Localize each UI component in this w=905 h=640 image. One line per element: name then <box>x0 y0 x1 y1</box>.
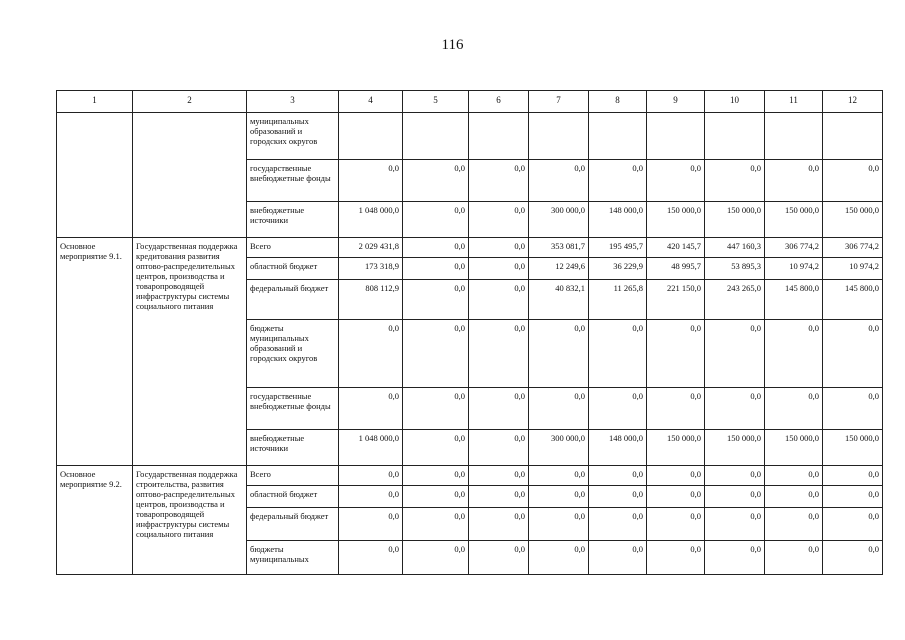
header-cell: 6 <box>469 91 529 113</box>
value-cell: 0,0 <box>469 258 529 280</box>
value-cell: 0,0 <box>469 238 529 258</box>
value-cell <box>339 113 403 160</box>
value-cell: 0,0 <box>823 541 883 575</box>
value-cell: 306 774,2 <box>765 238 823 258</box>
funding-source-cell: муниципальных образований и городских округов <box>247 113 339 160</box>
value-cell: 145 800,0 <box>823 280 883 320</box>
funding-source-cell: областной бюджет <box>247 486 339 508</box>
page-number: 116 <box>441 37 464 53</box>
header-cell: 2 <box>133 91 247 113</box>
value-cell <box>529 113 589 160</box>
value-cell: 0,0 <box>403 430 469 466</box>
value-cell: 0,0 <box>403 258 469 280</box>
value-cell: 0,0 <box>823 160 883 202</box>
value-cell: 0,0 <box>529 160 589 202</box>
funding-source-cell: внебюджетные источники <box>247 430 339 466</box>
value-cell: 0,0 <box>339 466 403 486</box>
value-cell <box>403 113 469 160</box>
value-cell: 353 081,7 <box>529 238 589 258</box>
value-cell: 0,0 <box>469 541 529 575</box>
value-cell: 0,0 <box>647 160 705 202</box>
value-cell: 0,0 <box>403 486 469 508</box>
value-cell: 0,0 <box>647 486 705 508</box>
value-cell: 0,0 <box>403 541 469 575</box>
value-cell <box>469 113 529 160</box>
value-cell <box>647 113 705 160</box>
value-cell: 0,0 <box>823 320 883 388</box>
event-name-cell: Государственная поддержка строительства, развития оптово-распределительных центров, производства и товаропроводящей инфраструктуры системы социального питания <box>133 466 247 575</box>
value-cell: 0,0 <box>765 160 823 202</box>
funding-source-cell: внебюджетные источники <box>247 202 339 238</box>
value-cell: 150 000,0 <box>647 430 705 466</box>
value-cell: 0,0 <box>589 466 647 486</box>
funding-source-cell: федеральный бюджет <box>247 508 339 541</box>
value-cell: 0,0 <box>403 238 469 258</box>
value-cell: 0,0 <box>403 160 469 202</box>
value-cell: 0,0 <box>765 388 823 430</box>
funding-source-cell: бюджеты муниципальных <box>247 541 339 575</box>
value-cell: 0,0 <box>589 541 647 575</box>
header-cell: 11 <box>765 91 823 113</box>
value-cell <box>589 113 647 160</box>
value-cell: 0,0 <box>647 320 705 388</box>
value-cell: 0,0 <box>823 466 883 486</box>
header-cell: 10 <box>705 91 765 113</box>
value-cell: 0,0 <box>589 160 647 202</box>
value-cell: 0,0 <box>529 388 589 430</box>
funding-source-cell: федеральный бюджет <box>247 280 339 320</box>
value-cell: 0,0 <box>705 388 765 430</box>
value-cell: 0,0 <box>529 508 589 541</box>
value-cell: 148 000,0 <box>589 202 647 238</box>
value-cell: 0,0 <box>823 388 883 430</box>
value-cell: 0,0 <box>469 280 529 320</box>
event-cell: Основное мероприятие 9.1. <box>57 238 133 466</box>
value-cell: 0,0 <box>469 388 529 430</box>
value-cell: 0,0 <box>339 160 403 202</box>
table-row <box>57 238 883 258</box>
value-cell: 0,0 <box>339 508 403 541</box>
value-cell: 0,0 <box>403 466 469 486</box>
funding-source-cell: бюджеты муниципальных образований и городских округов <box>247 320 339 388</box>
value-cell: 40 832,1 <box>529 280 589 320</box>
value-cell: 145 800,0 <box>765 280 823 320</box>
value-cell: 0,0 <box>469 160 529 202</box>
value-cell: 10 974,2 <box>765 258 823 280</box>
value-cell: 0,0 <box>589 388 647 430</box>
funding-source-cell: Всего <box>247 238 339 258</box>
value-cell: 48 995,7 <box>647 258 705 280</box>
value-cell: 0,0 <box>403 280 469 320</box>
value-cell: 36 229,9 <box>589 258 647 280</box>
header-cell: 12 <box>823 91 883 113</box>
value-cell: 808 112,9 <box>339 280 403 320</box>
value-cell: 0,0 <box>469 508 529 541</box>
header-cell: 3 <box>247 91 339 113</box>
value-cell: 0,0 <box>469 430 529 466</box>
value-cell: 0,0 <box>339 541 403 575</box>
value-cell: 1 048 000,0 <box>339 430 403 466</box>
value-cell <box>765 113 823 160</box>
value-cell: 447 160,3 <box>705 238 765 258</box>
value-cell: 0,0 <box>765 486 823 508</box>
value-cell: 150 000,0 <box>823 430 883 466</box>
value-cell <box>823 113 883 160</box>
value-cell: 306 774,2 <box>823 238 883 258</box>
value-cell: 420 145,7 <box>647 238 705 258</box>
value-cell: 0,0 <box>529 320 589 388</box>
value-cell: 0,0 <box>403 388 469 430</box>
value-cell: 0,0 <box>403 320 469 388</box>
table-body <box>57 91 883 575</box>
value-cell: 0,0 <box>647 541 705 575</box>
value-cell <box>705 113 765 160</box>
value-cell: 0,0 <box>529 486 589 508</box>
value-cell: 2 029 431,8 <box>339 238 403 258</box>
header-cell: 5 <box>403 91 469 113</box>
value-cell: 173 318,9 <box>339 258 403 280</box>
event-name-cell <box>133 113 247 238</box>
value-cell: 0,0 <box>705 541 765 575</box>
value-cell: 0,0 <box>647 508 705 541</box>
value-cell: 0,0 <box>469 466 529 486</box>
header-cell: 8 <box>589 91 647 113</box>
header-row <box>57 91 883 113</box>
value-cell: 243 265,0 <box>705 280 765 320</box>
event-cell: Основное мероприятие 9.2. <box>57 466 133 575</box>
header-cell: 1 <box>57 91 133 113</box>
value-cell: 0,0 <box>765 508 823 541</box>
header-cell: 4 <box>339 91 403 113</box>
value-cell: 0,0 <box>765 541 823 575</box>
value-cell: 195 495,7 <box>589 238 647 258</box>
value-cell: 12 249,6 <box>529 258 589 280</box>
value-cell: 0,0 <box>647 388 705 430</box>
value-cell: 221 150,0 <box>647 280 705 320</box>
header-cell: 7 <box>529 91 589 113</box>
value-cell: 150 000,0 <box>705 430 765 466</box>
value-cell: 150 000,0 <box>705 202 765 238</box>
value-cell: 150 000,0 <box>823 202 883 238</box>
value-cell: 0,0 <box>589 508 647 541</box>
funding-source-cell: государственные внебюджетные фонды <box>247 388 339 430</box>
value-cell: 0,0 <box>823 486 883 508</box>
value-cell: 0,0 <box>705 160 765 202</box>
funding-source-cell: областной бюджет <box>247 258 339 280</box>
value-cell: 11 265,8 <box>589 280 647 320</box>
value-cell: 300 000,0 <box>529 430 589 466</box>
value-cell: 1 048 000,0 <box>339 202 403 238</box>
value-cell: 0,0 <box>705 320 765 388</box>
value-cell: 0,0 <box>339 320 403 388</box>
value-cell: 0,0 <box>469 320 529 388</box>
value-cell: 0,0 <box>403 508 469 541</box>
event-cell <box>57 113 133 238</box>
budget-table <box>56 90 883 575</box>
value-cell: 0,0 <box>705 486 765 508</box>
value-cell: 300 000,0 <box>529 202 589 238</box>
value-cell: 0,0 <box>647 466 705 486</box>
value-cell: 0,0 <box>469 486 529 508</box>
value-cell: 150 000,0 <box>765 202 823 238</box>
value-cell: 0,0 <box>823 508 883 541</box>
value-cell: 0,0 <box>339 388 403 430</box>
event-name-cell: Государственная поддержка кредитования развития оптово-распределительных центров, производства и товаропроводящей инфраструктуры системы социального питания <box>133 238 247 466</box>
value-cell: 148 000,0 <box>589 430 647 466</box>
funding-source-cell: Всего <box>247 466 339 486</box>
value-cell: 53 895,3 <box>705 258 765 280</box>
value-cell: 0,0 <box>765 466 823 486</box>
value-cell: 0,0 <box>339 486 403 508</box>
value-cell: 0,0 <box>469 202 529 238</box>
value-cell: 0,0 <box>765 320 823 388</box>
value-cell: 0,0 <box>705 466 765 486</box>
table-row <box>57 113 883 160</box>
value-cell: 0,0 <box>529 541 589 575</box>
value-cell: 150 000,0 <box>765 430 823 466</box>
value-cell: 150 000,0 <box>647 202 705 238</box>
funding-source-cell: государственные внебюджетные фонды <box>247 160 339 202</box>
value-cell: 10 974,2 <box>823 258 883 280</box>
value-cell: 0,0 <box>589 486 647 508</box>
value-cell: 0,0 <box>589 320 647 388</box>
value-cell: 0,0 <box>529 466 589 486</box>
value-cell: 0,0 <box>705 508 765 541</box>
value-cell: 0,0 <box>403 202 469 238</box>
table-row <box>57 466 883 486</box>
header-cell: 9 <box>647 91 705 113</box>
